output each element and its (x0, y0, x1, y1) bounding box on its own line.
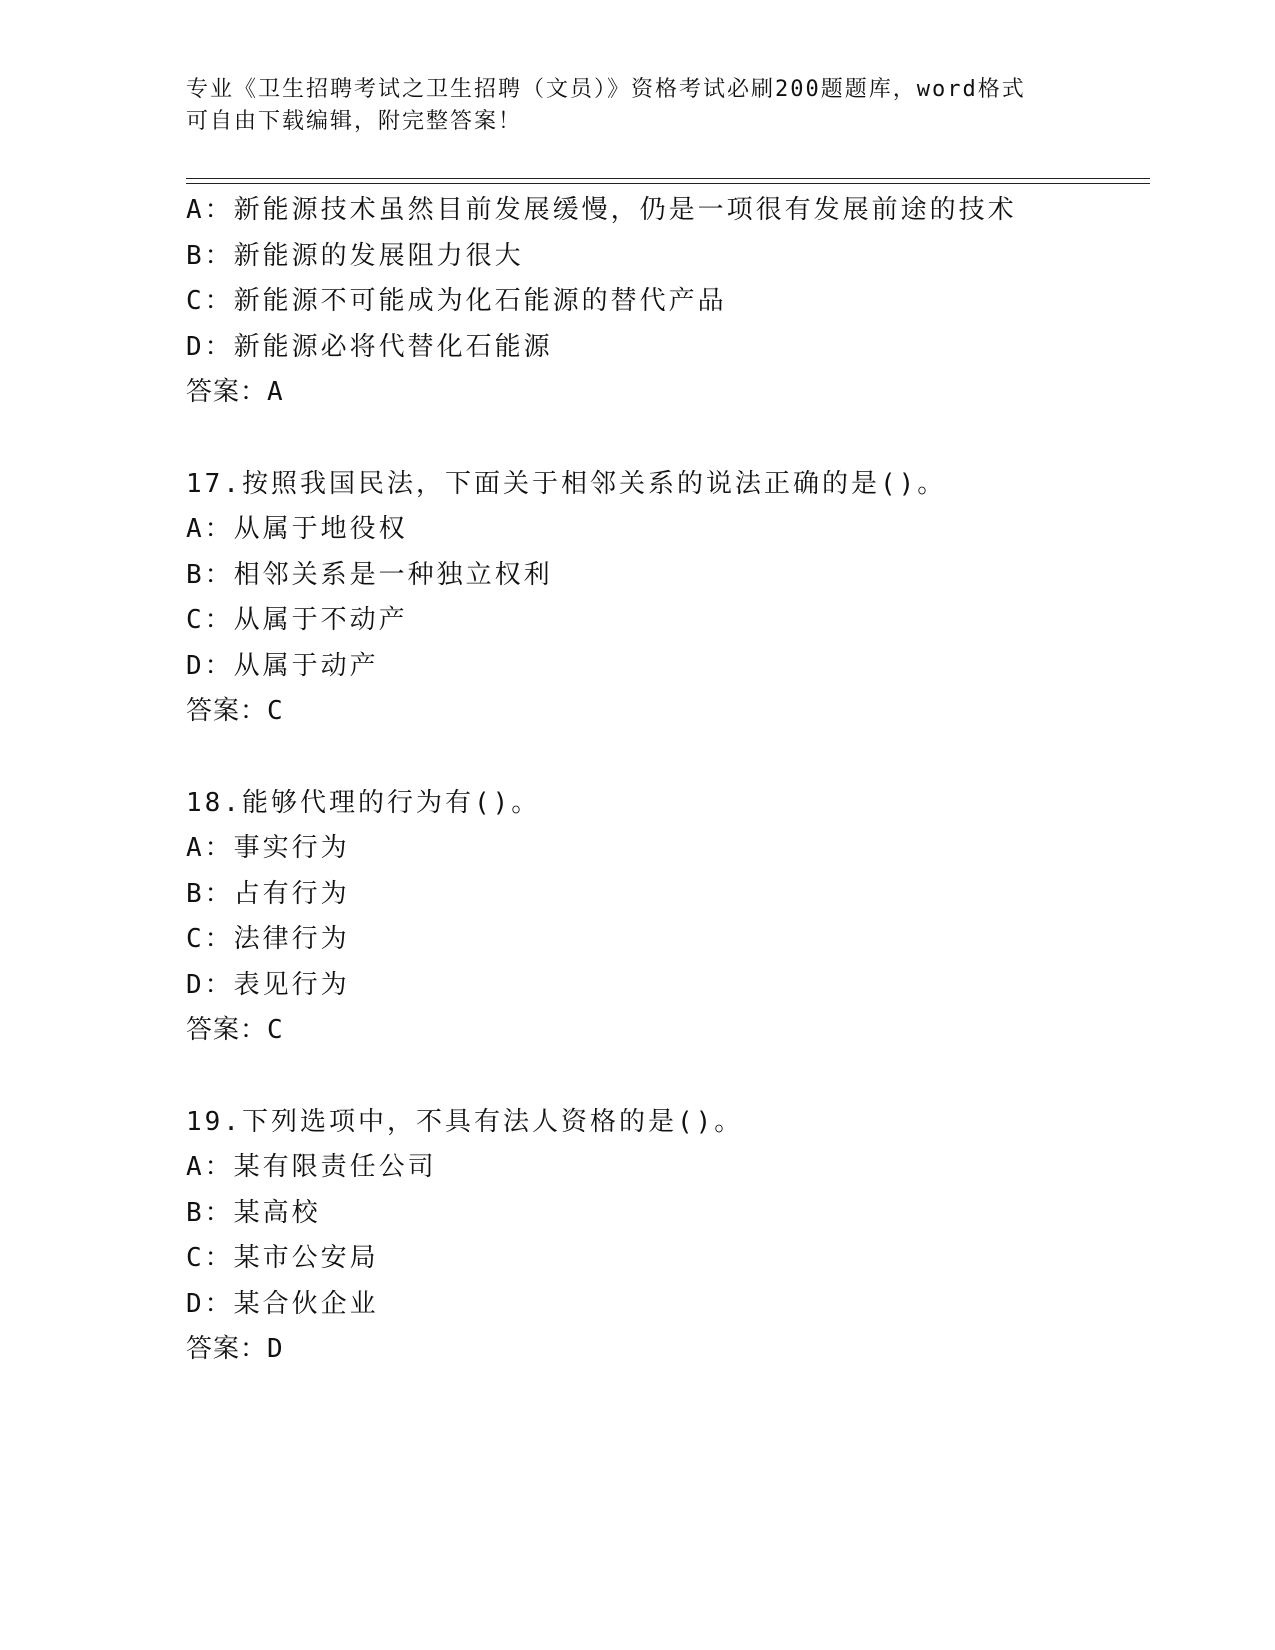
header-line-2: 可自由下载编辑，附完整答案！ (186, 109, 523, 134)
question-text: 19.下列选项中，不具有法人资格的是()。 (186, 1106, 744, 1137)
answer: 答案：D (186, 1334, 284, 1364)
option-c: C：某市公安局 (186, 1243, 379, 1273)
option-c: C：法律行为 (186, 924, 350, 954)
header-divider (186, 178, 1150, 184)
question-content (186, 188, 1146, 1373)
question-block-18 (186, 781, 1146, 1054)
answer: 答案：A (186, 377, 284, 407)
question-text: 18.能够代理的行为有()。 (186, 787, 541, 818)
question-block-carryover (186, 188, 1146, 416)
option-b: B：相邻关系是一种独立权利 (186, 559, 553, 590)
option-d: D：某合伙企业 (186, 1288, 379, 1319)
option-b: B：新能源的发展阻力很大 (186, 240, 524, 271)
question-text: 17.按照我国民法，下面关于相邻关系的说法正确的是()。 (186, 468, 947, 499)
option-b: B：某高校 (186, 1197, 321, 1228)
option-a: A：新能源技术虽然目前发展缓慢，仍是一项很有发展前途的技术 (186, 195, 1017, 225)
option-a: A：某有限责任公司 (186, 1152, 437, 1182)
option-a: A：事实行为 (186, 833, 350, 863)
header-line-1: 专业《卫生招聘考试之卫生招聘（文员）》资格考试必刷200题题库，word格式 (186, 77, 1026, 102)
option-c: C：新能源不可能成为化石能源的替代产品 (186, 286, 727, 316)
question-block-19 (186, 1100, 1146, 1373)
page-header (186, 74, 1086, 138)
answer: 答案：C (186, 696, 284, 726)
option-a: A：从属于地役权 (186, 514, 408, 544)
answer: 答案：C (186, 1015, 284, 1045)
option-c: C：从属于不动产 (186, 605, 408, 635)
option-d: D：从属于动产 (186, 650, 379, 681)
option-b: B：占有行为 (186, 878, 350, 909)
question-block-17 (186, 462, 1146, 735)
option-d: D：新能源必将代替化石能源 (186, 331, 553, 362)
option-d: D：表见行为 (186, 969, 350, 1000)
